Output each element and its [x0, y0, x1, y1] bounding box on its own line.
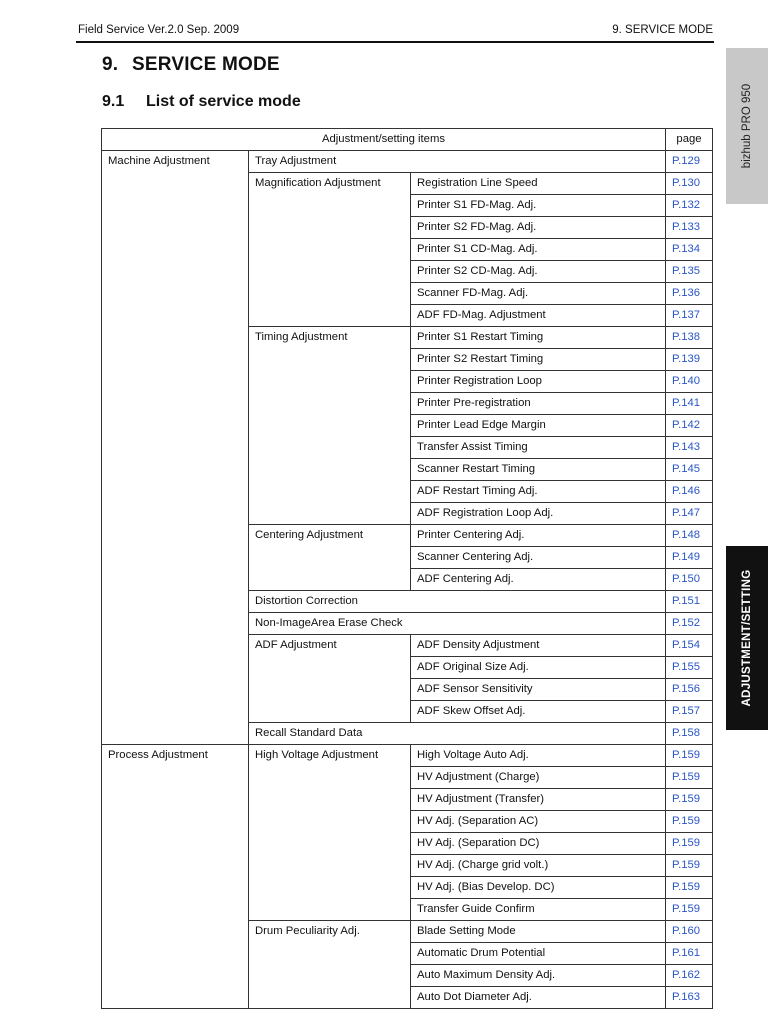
page-ref-cell: P.159: [666, 767, 713, 789]
item-cell: HV Adj. (Separation AC): [411, 811, 666, 833]
item-cell: ADF Skew Offset Adj.: [411, 701, 666, 723]
subgroup-cell: Non-ImageArea Erase Check: [249, 613, 666, 635]
item-cell: ADF Sensor Sensitivity: [411, 679, 666, 701]
page-ref-cell: P.159: [666, 811, 713, 833]
item-cell: Printer Lead Edge Margin: [411, 415, 666, 437]
item-cell: Auto Dot Diameter Adj.: [411, 987, 666, 1009]
page-ref-cell: P.134: [666, 239, 713, 261]
item-cell: HV Adj. (Separation DC): [411, 833, 666, 855]
page-ref-cell: P.159: [666, 877, 713, 899]
page-ref-cell: P.152: [666, 613, 713, 635]
group-cell: Process Adjustment: [102, 745, 249, 1009]
page-ref-cell: P.130: [666, 173, 713, 195]
page-ref-cell: P.139: [666, 349, 713, 371]
item-cell: Automatic Drum Potential: [411, 943, 666, 965]
item-cell: Printer S2 FD-Mag. Adj.: [411, 217, 666, 239]
page-ref-cell: P.149: [666, 547, 713, 569]
subgroup-cell: Magnification Adjustment: [249, 173, 411, 327]
item-cell: Printer S2 Restart Timing: [411, 349, 666, 371]
page-ref-cell: P.159: [666, 833, 713, 855]
subgroup-cell: Timing Adjustment: [249, 327, 411, 525]
page-ref-cell: P.157: [666, 701, 713, 723]
page-ref-cell: P.146: [666, 481, 713, 503]
table-row: [102, 151, 713, 173]
page-ref-cell: P.161: [666, 943, 713, 965]
item-cell: ADF FD-Mag. Adjustment: [411, 305, 666, 327]
page-ref-cell: P.140: [666, 371, 713, 393]
item-cell: High Voltage Auto Adj.: [411, 745, 666, 767]
page-ref-cell: P.145: [666, 459, 713, 481]
header-page-cell: page: [666, 129, 713, 151]
item-cell: Printer Centering Adj.: [411, 525, 666, 547]
table-body: [102, 151, 713, 1009]
page-header-left: Field Service Ver.2.0 Sep. 2009: [78, 24, 240, 36]
page-header-right: 9. SERVICE MODE: [612, 24, 713, 36]
section-side-tab-label: ADJUSTMENT/SETTING: [741, 569, 753, 707]
item-cell: Printer S1 FD-Mag. Adj.: [411, 195, 666, 217]
item-cell: ADF Original Size Adj.: [411, 657, 666, 679]
item-cell: Printer S1 CD-Mag. Adj.: [411, 239, 666, 261]
item-cell: Printer Registration Loop: [411, 371, 666, 393]
page-ref-cell: P.159: [666, 899, 713, 921]
header-items-cell: Adjustment/setting items: [102, 129, 666, 151]
page-ref-cell: P.151: [666, 591, 713, 613]
item-cell: HV Adj. (Charge grid volt.): [411, 855, 666, 877]
page-ref-cell: P.141: [666, 393, 713, 415]
page-ref-cell: P.159: [666, 745, 713, 767]
subgroup-cell: Tray Adjustment: [249, 151, 666, 173]
page-ref-cell: P.135: [666, 261, 713, 283]
section-side-tab: [726, 546, 768, 730]
item-cell: ADF Density Adjustment: [411, 635, 666, 657]
page-ref-cell: P.133: [666, 217, 713, 239]
group-cell: Machine Adjustment: [102, 151, 249, 745]
header-rule: [76, 41, 714, 43]
product-side-tab-label: bizhub PRO 950: [741, 83, 753, 169]
page-ref-cell: P.132: [666, 195, 713, 217]
item-cell: Transfer Guide Confirm: [411, 899, 666, 921]
page-ref-cell: P.160: [666, 921, 713, 943]
item-cell: Scanner Centering Adj.: [411, 547, 666, 569]
table-row: [102, 745, 713, 767]
table-header-row: [102, 129, 713, 151]
page-ref-cell: P.159: [666, 855, 713, 877]
item-cell: Printer S1 Restart Timing: [411, 327, 666, 349]
item-cell: ADF Registration Loop Adj.: [411, 503, 666, 525]
page-ref-cell: P.156: [666, 679, 713, 701]
item-cell: Transfer Assist Timing: [411, 437, 666, 459]
page-ref-cell: P.143: [666, 437, 713, 459]
page-ref-cell: P.150: [666, 569, 713, 591]
item-cell: Registration Line Speed: [411, 173, 666, 195]
section-text: List of service mode: [146, 93, 301, 110]
section-title: [102, 93, 301, 111]
page-ref-cell: P.155: [666, 657, 713, 679]
item-cell: Auto Maximum Density Adj.: [411, 965, 666, 987]
item-cell: Printer S2 CD-Mag. Adj.: [411, 261, 666, 283]
item-cell: Scanner FD-Mag. Adj.: [411, 283, 666, 305]
item-cell: HV Adjustment (Transfer): [411, 789, 666, 811]
item-cell: Scanner Restart Timing: [411, 459, 666, 481]
item-cell: HV Adjustment (Charge): [411, 767, 666, 789]
page-ref-cell: P.154: [666, 635, 713, 657]
subgroup-cell: Centering Adjustment: [249, 525, 411, 591]
page-ref-cell: P.129: [666, 151, 713, 173]
subgroup-cell: Distortion Correction: [249, 591, 666, 613]
page-ref-cell: P.158: [666, 723, 713, 745]
page-ref-cell: P.142: [666, 415, 713, 437]
item-cell: HV Adj. (Bias Develop. DC): [411, 877, 666, 899]
item-cell: ADF Centering Adj.: [411, 569, 666, 591]
subgroup-cell: High Voltage Adjustment: [249, 745, 411, 921]
chapter-title: [102, 54, 280, 76]
page-ref-cell: P.147: [666, 503, 713, 525]
page-ref-cell: P.159: [666, 789, 713, 811]
section-number: 9.1: [102, 93, 125, 110]
chapter-text: SERVICE MODE: [132, 54, 280, 75]
chapter-number: 9.: [102, 54, 119, 75]
item-cell: Printer Pre-registration: [411, 393, 666, 415]
subgroup-cell: ADF Adjustment: [249, 635, 411, 723]
service-mode-table: [101, 128, 713, 1009]
item-cell: Blade Setting Mode: [411, 921, 666, 943]
subgroup-cell: Recall Standard Data: [249, 723, 666, 745]
page-ref-cell: P.136: [666, 283, 713, 305]
subgroup-cell: Drum Peculiarity Adj.: [249, 921, 411, 1009]
page-ref-cell: P.137: [666, 305, 713, 327]
page-ref-cell: P.148: [666, 525, 713, 547]
page-ref-cell: P.162: [666, 965, 713, 987]
page-ref-cell: P.138: [666, 327, 713, 349]
product-side-tab: [726, 48, 768, 204]
item-cell: ADF Restart Timing Adj.: [411, 481, 666, 503]
page-ref-cell: P.163: [666, 987, 713, 1009]
